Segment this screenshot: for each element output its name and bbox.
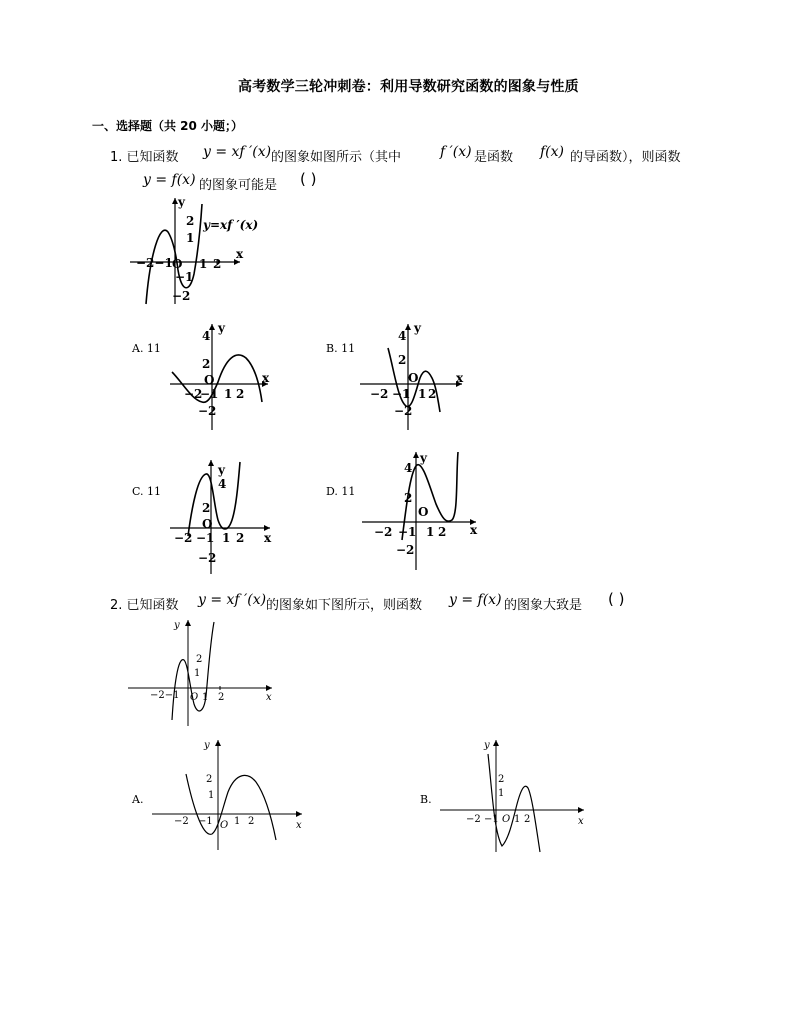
svg-text:4: 4 (202, 329, 211, 343)
q1-graph-label: y=xf ′(x) (203, 218, 259, 232)
svg-text:2: 2 (218, 692, 225, 703)
q2-answer-blank: ( ) (608, 590, 625, 608)
svg-text:2: 2 (404, 491, 413, 505)
svg-text:2: 2 (398, 353, 407, 367)
svg-text:−1: −1 (198, 816, 213, 827)
q1-text-3: 的导函数），则函数 (570, 150, 681, 165)
q2-text-1: 的图象如下图所示，则函数 (266, 598, 423, 613)
svg-text:−1: −1 (175, 270, 194, 284)
page-title: 高考数学三轮冲刺卷：利用导数研究函数的图象与性质 (238, 79, 579, 95)
svg-text:y: y (218, 463, 225, 477)
svg-text:1: 1 (514, 814, 521, 825)
q1-option-c-graph[interactable] (166, 456, 276, 576)
svg-text:2: 2 (438, 525, 447, 539)
q1-answer-blank: ( ) (300, 170, 317, 188)
svg-text:O: O (204, 373, 215, 387)
q2-text-2: 的图象大致是 (504, 598, 583, 613)
svg-text:y: y (218, 321, 225, 335)
q1-option-a-label[interactable]: A. 11 (132, 342, 161, 355)
q1-main-graph (128, 194, 259, 306)
svg-text:y: y (484, 740, 490, 751)
svg-text:y: y (174, 620, 180, 631)
svg-text:4: 4 (404, 461, 413, 475)
svg-text:O: O (408, 371, 419, 385)
svg-text:2: 2 (186, 214, 195, 228)
svg-text:O: O (202, 517, 213, 531)
svg-text:1: 1 (208, 790, 215, 801)
svg-text:2: 2 (248, 816, 255, 827)
svg-text:O: O (220, 820, 229, 831)
svg-text:1: 1 (202, 692, 209, 703)
svg-text:−2: −2 (174, 531, 193, 545)
q1-lead: 1. 已知函数 (110, 150, 179, 165)
q1-expr-2: f ′(x) (440, 144, 472, 160)
q2-option-b-graph[interactable] (438, 736, 592, 854)
svg-text:2: 2 (213, 257, 222, 271)
q1-text-4: 的图象可能是 (199, 178, 278, 193)
svg-text:x: x (236, 247, 244, 261)
svg-text:−2: −2 (466, 814, 481, 825)
q1-option-c-label[interactable]: C. 11 (132, 485, 162, 498)
svg-text:2: 2 (206, 774, 213, 785)
section-heading: 一、选择题（共 20 小题；） (92, 119, 244, 133)
svg-text:−2: −2 (396, 543, 415, 557)
svg-text:1: 1 (199, 257, 208, 271)
q1-text-1: 的图象如图所示（其中 (271, 150, 402, 165)
svg-text:y: y (414, 321, 421, 335)
q1-option-b-label[interactable]: B. 11 (326, 342, 356, 355)
q2-main-graph (126, 616, 278, 728)
svg-text:x: x (456, 371, 464, 385)
svg-text:2: 2 (202, 501, 211, 515)
svg-text:−1: −1 (196, 531, 215, 545)
q1-text-2: 是函数 (474, 150, 514, 165)
svg-text:2: 2 (236, 387, 245, 401)
q1-option-d-label[interactable]: D. 11 (326, 485, 356, 498)
q2-option-a-graph[interactable] (150, 736, 310, 852)
q1-expr-1: y = xf ′(x) (203, 144, 272, 160)
svg-text:y: y (178, 195, 185, 209)
svg-text:−2: −2 (394, 404, 413, 418)
svg-text:2: 2 (524, 814, 531, 825)
q1-option-b-graph[interactable] (358, 320, 468, 432)
svg-text:y: y (204, 740, 210, 751)
svg-text:−1: −1 (200, 387, 219, 401)
svg-text:4: 4 (218, 477, 227, 491)
svg-text:−2: −2 (174, 816, 189, 827)
svg-text:y: y (420, 451, 427, 465)
svg-text:2: 2 (202, 357, 211, 371)
q1-option-a-graph[interactable] (162, 320, 272, 432)
svg-text:2: 2 (236, 531, 245, 545)
svg-text:1: 1 (224, 387, 233, 401)
svg-text:−1: −1 (398, 525, 417, 539)
svg-text:−2: −2 (184, 387, 203, 401)
q1-expr-3: f(x) (540, 144, 565, 160)
svg-text:1: 1 (418, 387, 427, 401)
svg-text:−2−1: −2−1 (150, 690, 180, 701)
svg-text:x: x (578, 816, 584, 827)
svg-text:1: 1 (186, 231, 195, 245)
svg-text:x: x (266, 692, 272, 703)
svg-text:−2−1: −2−1 (136, 256, 173, 270)
svg-text:1: 1 (498, 788, 505, 799)
svg-text:x: x (264, 531, 272, 545)
svg-text:−2: −2 (198, 404, 217, 418)
svg-text:O: O (418, 505, 429, 519)
svg-text:2: 2 (196, 654, 203, 665)
svg-text:−2: −2 (374, 525, 393, 539)
svg-text:O: O (172, 257, 183, 271)
svg-text:−1: −1 (484, 814, 499, 825)
q2-option-a-label[interactable]: A. (132, 793, 144, 806)
svg-text:1: 1 (222, 531, 231, 545)
svg-text:2: 2 (428, 387, 437, 401)
svg-text:1: 1 (234, 816, 241, 827)
svg-text:4: 4 (398, 329, 407, 343)
svg-text:O: O (190, 692, 199, 703)
svg-text:x: x (470, 523, 478, 537)
q1-expr-4: y = f(x) (143, 172, 196, 188)
q2-option-b-label[interactable]: B. (420, 793, 432, 806)
svg-text:x: x (296, 820, 302, 831)
svg-text:−2: −2 (172, 289, 191, 303)
q2-lead: 2. 已知函数 (110, 598, 179, 613)
svg-text:1: 1 (194, 668, 201, 679)
svg-text:2: 2 (498, 774, 505, 785)
svg-text:−2: −2 (370, 387, 389, 401)
svg-text:x: x (262, 371, 270, 385)
svg-text:1: 1 (426, 525, 435, 539)
svg-text:−2: −2 (198, 551, 217, 565)
svg-text:O: O (502, 814, 511, 825)
q1-option-d-graph[interactable] (358, 448, 482, 572)
q2-expr-1: y = xf ′(x) (198, 592, 267, 608)
q2-expr-2: y = f(x) (449, 592, 502, 608)
svg-text:−1: −1 (392, 387, 411, 401)
